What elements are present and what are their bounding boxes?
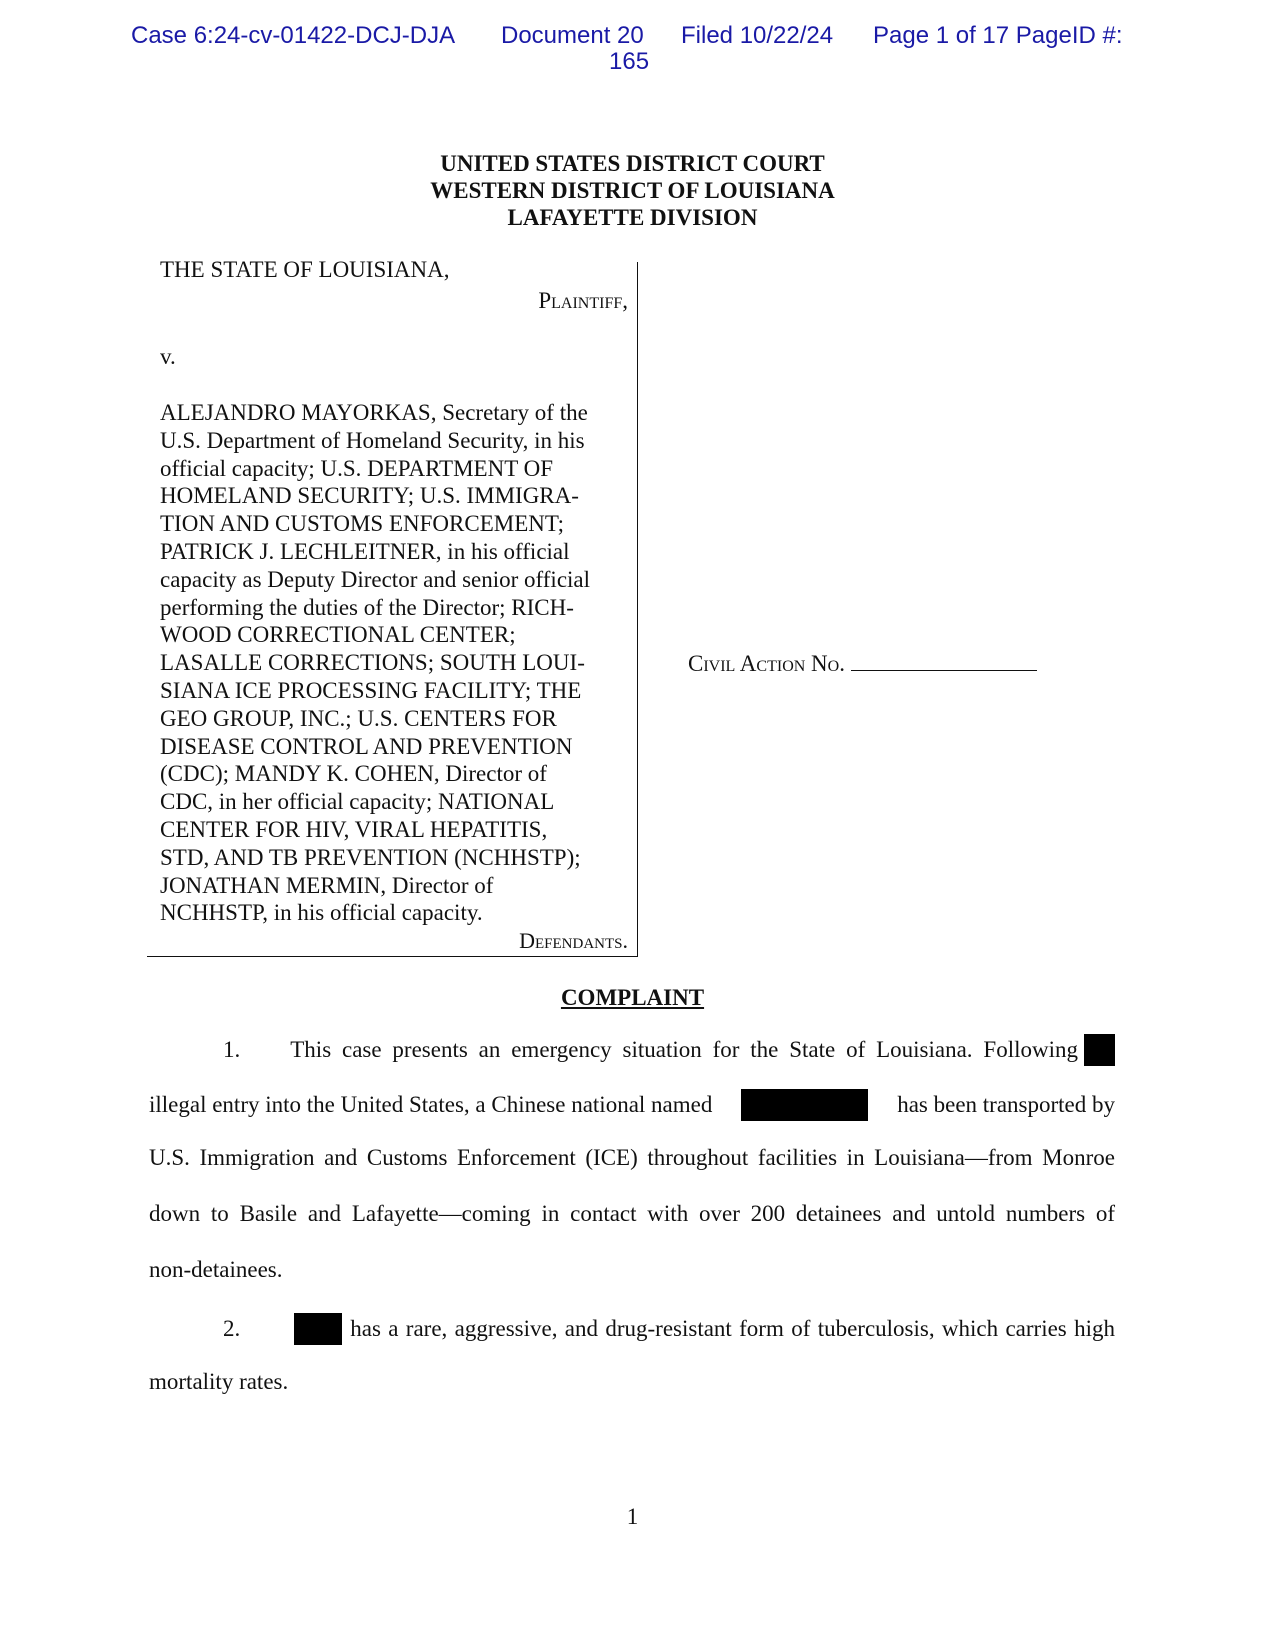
defendant-line: JONATHAN MERMIN, Director of	[160, 872, 494, 898]
defendant-line: WOOD CORRECTIONAL CENTER;	[160, 622, 516, 648]
redaction-box	[294, 1313, 342, 1345]
page-number: 1	[626, 1504, 639, 1529]
defendant-line: (CDC); MANDY K. COHEN, Director of	[160, 761, 547, 787]
defendant-line: PATRICK J. LECHLEITNER, in his official	[160, 538, 570, 564]
court-district: WESTERN DISTRICT OF LOUISIANA	[430, 178, 835, 203]
defendant-line: SIANA ICE PROCESSING FACILITY; THE	[160, 677, 582, 703]
plaintiff-label: Plaintiff,	[538, 288, 628, 313]
defendant-line: ALEJANDRO MAYORKAS, Secretary of the	[160, 400, 588, 425]
plaintiff-name-block	[160, 256, 612, 284]
paragraph-1-line-5: non-detainees.	[149, 1257, 283, 1282]
case-number: Case 6:24-cv-01422-DCJ-DJA	[131, 22, 456, 49]
caption-bottom-rule	[147, 956, 638, 957]
paragraph-text: has been transported by	[897, 1092, 1115, 1117]
defendant-line: LASALLE CORRECTIONS; SOUTH LOUI-	[160, 650, 585, 676]
defendant-line: capacity as Deputy Director and senior official	[160, 566, 591, 592]
defendants-list	[160, 399, 630, 927]
court-division: LAFAYETTE DIVISION	[507, 205, 758, 230]
page-id-continuation: 165	[609, 48, 650, 75]
paragraph-1-line-4: down to Basile and Lafayette—coming in contact with over 200 detainees and untold numbers of	[149, 1201, 1115, 1226]
defendant-line: CENTER FOR HIV, VIRAL HEPATITIS,	[160, 816, 548, 842]
defendant-line: HOMELAND SECURITY; U.S. IMMIGRA-	[160, 483, 579, 509]
paragraph-text: This case presents an emergency situation for the State of Louisiana. Following	[290, 1037, 1078, 1062]
defendant-line: U.S. Department of Homeland Security, in his	[160, 427, 585, 453]
paragraph-1-line-1	[149, 1034, 1115, 1066]
civil-action-label: Civil Action No.	[688, 651, 845, 676]
redaction-box	[1084, 1034, 1115, 1066]
civil-action-blank	[851, 650, 1037, 671]
paragraph-1-line-2	[149, 1089, 1115, 1121]
paragraph-text: has a rare, aggressive, and drug-resistant form of tuberculosis, which carries high	[350, 1316, 1115, 1341]
defendant-line: DISEASE CONTROL AND PREVENTION	[160, 733, 573, 759]
defendants-label: Defendants.	[519, 928, 628, 953]
paragraph-text: illegal entry into the United States, a Chinese national named	[149, 1092, 713, 1117]
defendant-line: official capacity; U.S. DEPARTMENT OF	[160, 455, 553, 481]
civil-action-number	[688, 650, 1037, 677]
defendant-line: CDC, in her official capacity; NATIONAL	[160, 789, 555, 815]
court-name: UNITED STATES DISTRICT COURT	[440, 151, 825, 176]
defendant-line: STD, AND TB PREVENTION (NCHHSTP);	[160, 844, 581, 870]
page-info: Page 1 of 17 PageID #:	[873, 22, 1123, 49]
court-heading	[0, 150, 1265, 231]
defendant-line: TION AND CUSTOMS ENFORCEMENT;	[160, 511, 565, 537]
paragraph-1-line-3: U.S. Immigration and Customs Enforcement (ICE) throughout facilities in Louisiana—from Monroe	[149, 1145, 1115, 1170]
paragraph-number: 1.	[223, 1037, 241, 1062]
defendant-line: performing the duties of the Director; RICH-	[160, 594, 574, 620]
complaint-title: COMPLAINT	[560, 985, 705, 1010]
defendant-line: GEO GROUP, INC.; U.S. CENTERS FOR	[160, 705, 557, 731]
paragraph-2-line-1	[149, 1313, 1115, 1345]
redaction-box	[741, 1089, 868, 1121]
caption-vertical-rule	[637, 262, 638, 957]
document-number: Document 20	[501, 22, 644, 49]
paragraph-2-line-2: mortality rates.	[149, 1369, 289, 1394]
filing-header	[0, 22, 1265, 75]
versus: v.	[160, 344, 176, 369]
defendant-line: NCHHSTP, in his official capacity.	[160, 900, 483, 926]
plaintiff-name: THE STATE OF LOUISIANA,	[160, 257, 450, 282]
filed-date: Filed 10/22/24	[681, 22, 834, 49]
paragraph-number: 2.	[223, 1316, 241, 1341]
